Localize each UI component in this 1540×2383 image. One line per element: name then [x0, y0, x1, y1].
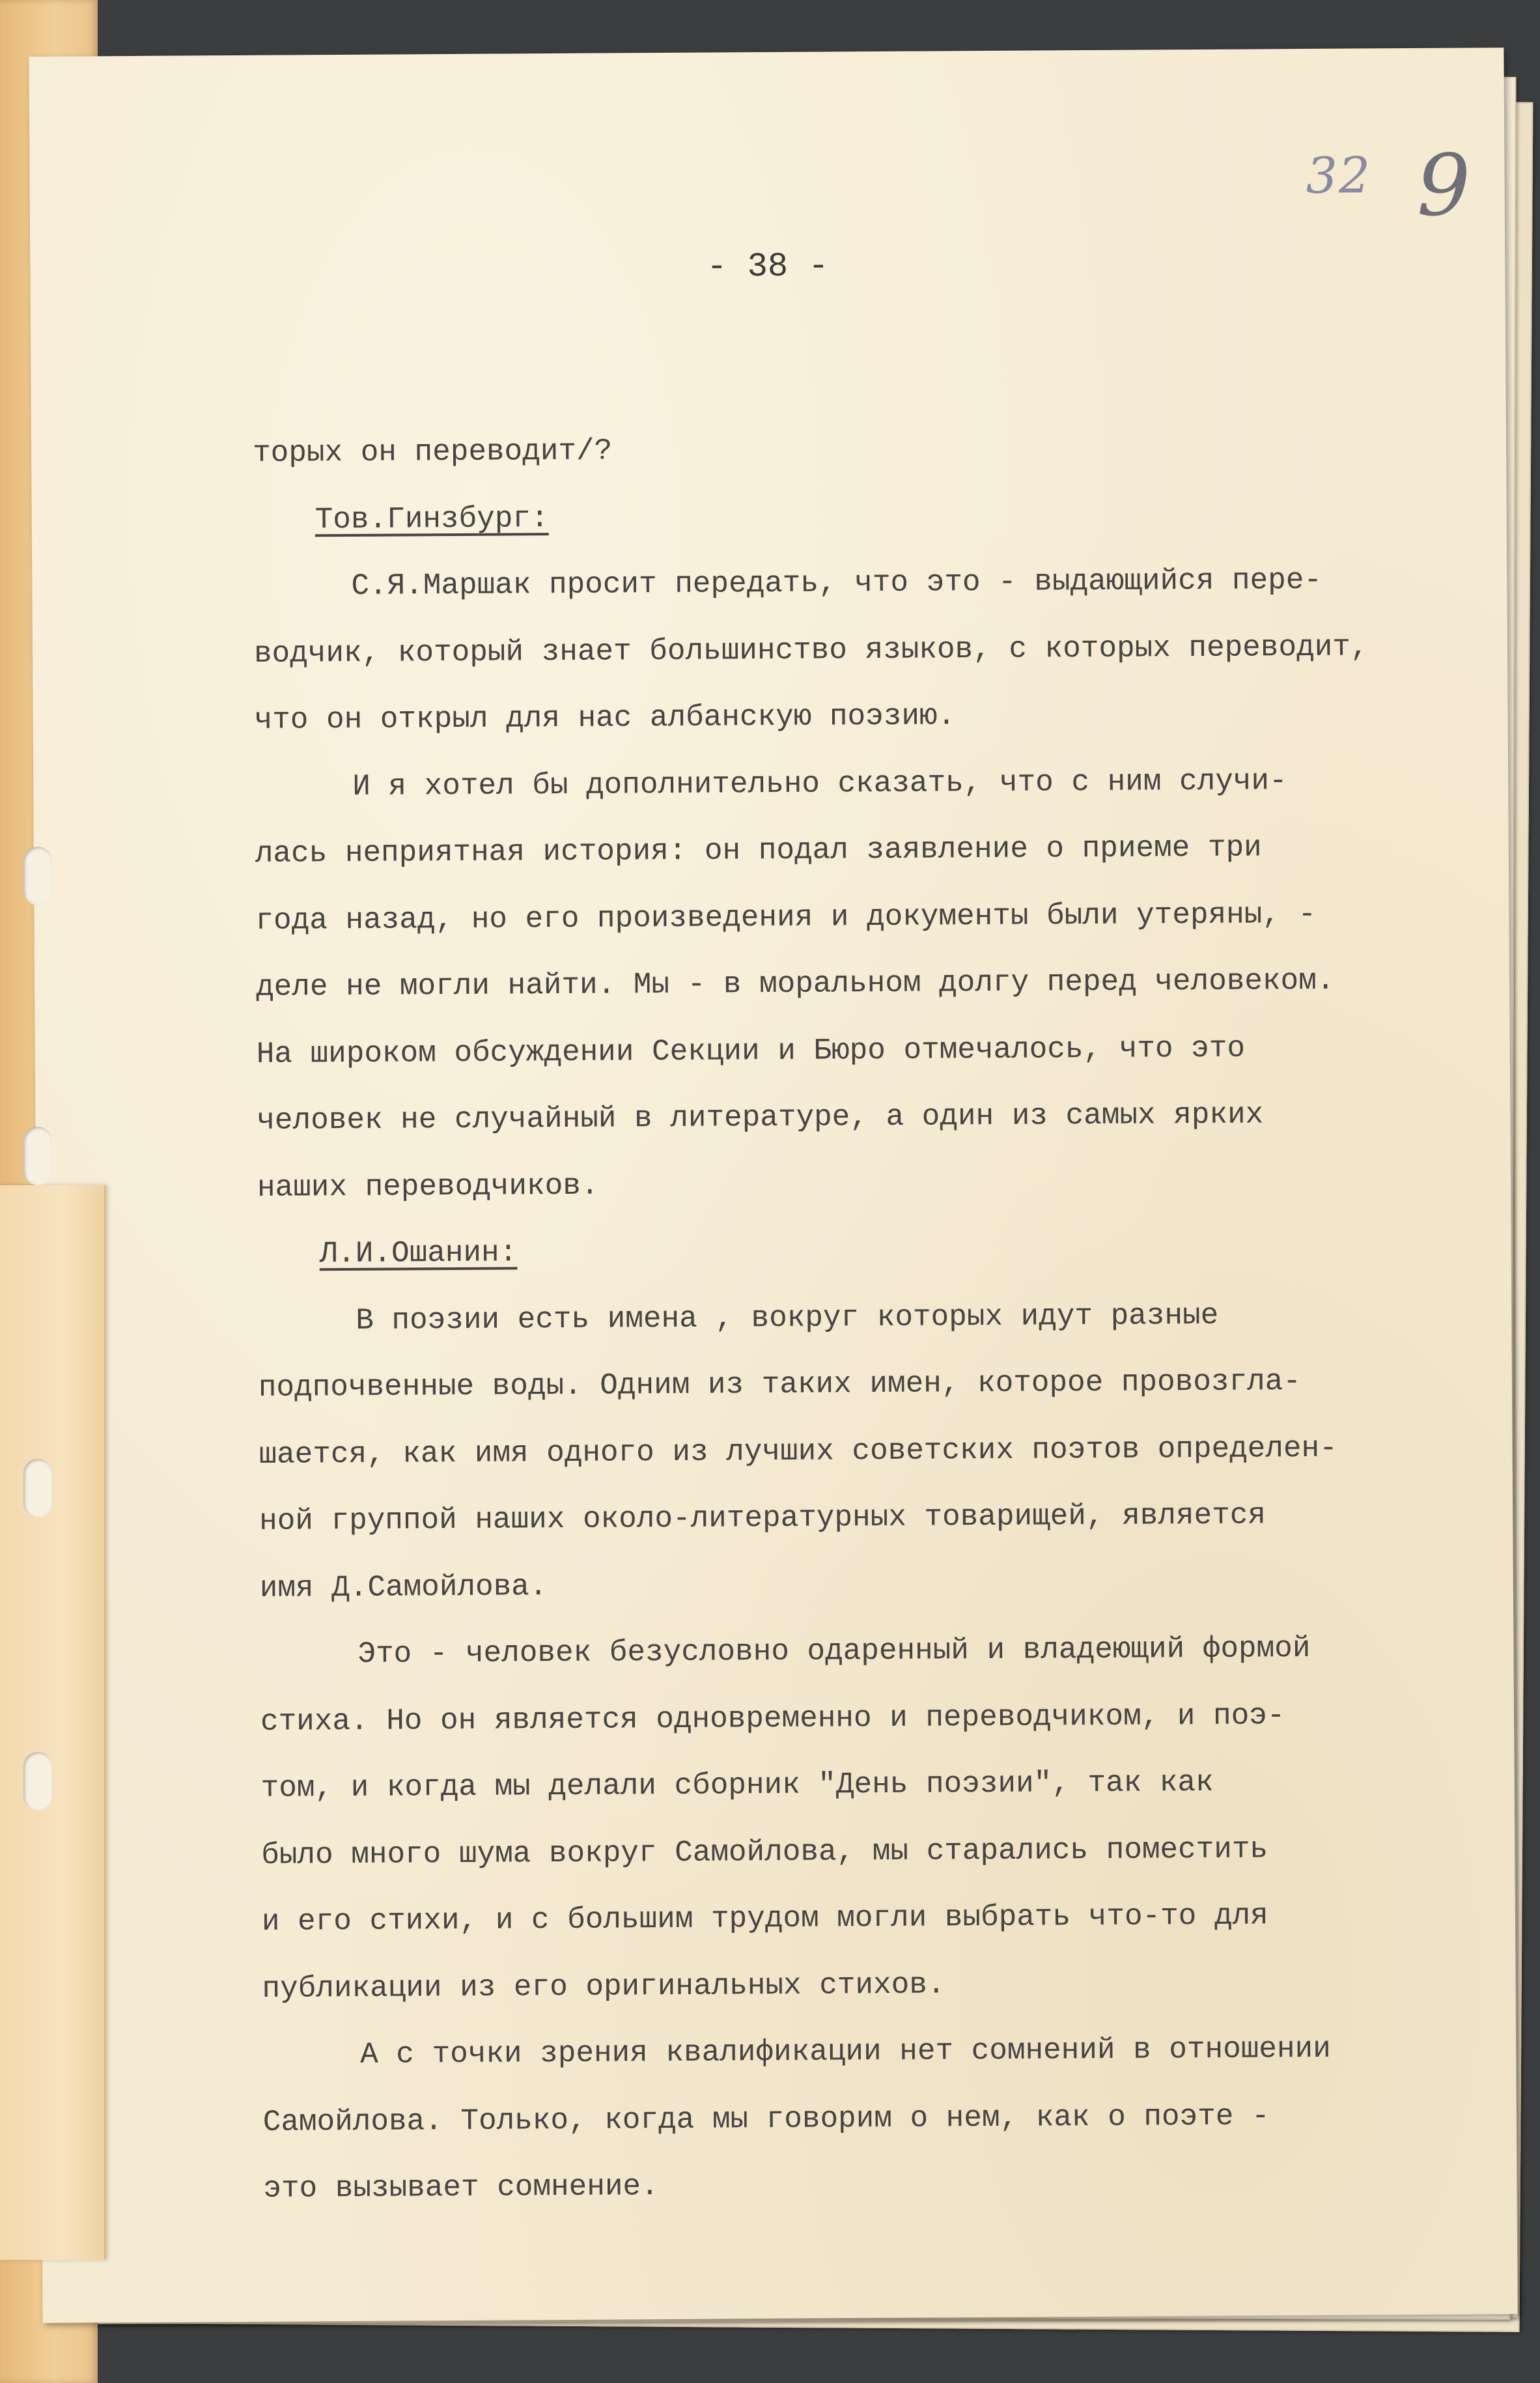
text-line: ной группой наших около-литературных товарищей, является [259, 1498, 1267, 1538]
text-line: На широком обсуждении Секции и Бюро отмечалось, что это [256, 1031, 1246, 1071]
text-line: том, и когда мы делали сборник "День поэзии", так как [260, 1765, 1214, 1805]
text-line: С.Я.Маршак просит передать, что это - выдающийся пере- [351, 563, 1323, 603]
typed-page [29, 48, 1517, 2323]
speaker-name: Л.И.Ошанин: [319, 1235, 518, 1271]
text-line: года назад, но его произведения и документы были утеряны, - [255, 897, 1317, 938]
text-line: подпочвенные воды. Одним из таких имен, которое провозгла- [258, 1364, 1302, 1405]
text-line: В поэзии есть имена , вокруг которых идут разные [356, 1298, 1219, 1338]
text-line: стиха. Но он является одновременно и переводчиком, и поэ- [260, 1698, 1285, 1739]
punch-hole [23, 1752, 52, 1811]
text-line: Самойлова. Только, когда мы говорим о нем, как о поэте - [262, 2098, 1270, 2139]
archive-folio-number: 32 [1306, 146, 1372, 204]
text-line: И я хотел бы дополнительно сказать, что с ним случи- [352, 763, 1287, 804]
text-line: деле не могли найти. Мы - в моральном долгу перед человеком. [255, 963, 1335, 1004]
text-line: и его стихи, и с большим трудом могли выбрать что-то для [261, 1898, 1268, 1939]
text-line: шается, как имя одного из лучших советских поэтов определен- [259, 1431, 1337, 1472]
text-line: Это - человек безусловно одаренный и владеющий формой [357, 1631, 1311, 1671]
text-line: наших переводчиков. [257, 1168, 599, 1205]
text-line: водчик, который знает большинство языков, с которых переводит, [253, 629, 1369, 671]
text-line: что он открыл для нас албанскую поэзию. [254, 699, 956, 737]
text-line: человек не случайный в литературе, а один из самых ярких [257, 1097, 1264, 1138]
typed-text-body [253, 412, 1488, 2222]
binder-tab [0, 1185, 105, 2260]
text-line: это вызывает сомнение. [263, 2169, 659, 2206]
text-line: было много шума вокруг Самойлова, мы старались поместить [261, 1831, 1268, 1872]
page-number: - 38 - [707, 247, 829, 287]
speaker-name: Тов.Гинзбург: [315, 501, 549, 537]
sheet-folio-number: 9 [1416, 135, 1471, 235]
text-line: публикации из его оригинальных стихов. [262, 1967, 945, 2006]
text-line: А с точки зрения квалификации нет сомнений в отношении [359, 2031, 1331, 2072]
text-line: имя Д.Самойлова. [259, 1569, 548, 1605]
text-line: торых он переводит/? [252, 434, 613, 470]
text-line: лась неприятная история: он подал заявление о приеме три [255, 830, 1262, 871]
punch-hole [23, 1459, 52, 1517]
punch-hole [23, 847, 52, 905]
punch-hole [23, 1127, 52, 1185]
